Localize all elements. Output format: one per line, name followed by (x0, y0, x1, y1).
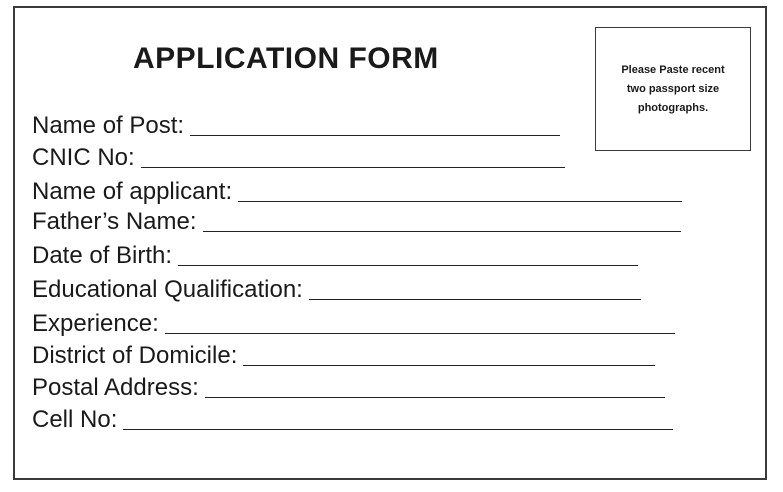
photo-note-line: photographs. (637, 102, 709, 114)
field-label: Father’s Name: (32, 208, 197, 235)
field-label: District of Domicile: (32, 342, 238, 369)
fill-in-line[interactable] (190, 135, 560, 136)
field-cell-no (32, 404, 673, 434)
field-name-of-post (32, 110, 560, 140)
fill-in-line[interactable] (123, 429, 673, 430)
field-date-of-birth (32, 240, 638, 270)
field-label: Experience: (32, 310, 159, 337)
fill-in-line[interactable] (203, 231, 681, 232)
field-label: Cell No: (32, 406, 118, 433)
fill-in-line[interactable] (141, 167, 565, 168)
photo-placeholder (595, 27, 751, 151)
photo-note-line: two passport size (626, 83, 720, 95)
field-label: Postal Address: (32, 374, 199, 401)
fill-in-line[interactable] (238, 201, 682, 202)
fill-in-line[interactable] (165, 333, 675, 334)
fill-in-line[interactable] (205, 397, 665, 398)
field-name-of-applicant (32, 176, 682, 206)
field-cnic-no (32, 142, 565, 172)
photo-note-line: Please Paste recent (621, 64, 725, 76)
fill-in-line[interactable] (309, 299, 641, 300)
fill-in-line[interactable] (178, 265, 638, 266)
field-label: Name of applicant: (32, 178, 233, 205)
field-label: Educational Qualification: (32, 276, 303, 303)
field-label: Date of Birth: (32, 242, 173, 269)
field-label: CNIC No: (32, 144, 135, 171)
field-postal-address (32, 372, 665, 402)
field-educational-qualification (32, 274, 641, 304)
field-experience (32, 308, 675, 338)
form-title: APPLICATION FORM (133, 42, 439, 75)
fill-in-line[interactable] (243, 365, 655, 366)
field-fathers-name (32, 206, 681, 236)
field-label: Name of Post: (32, 112, 185, 139)
field-district-of-domicile (32, 340, 655, 370)
